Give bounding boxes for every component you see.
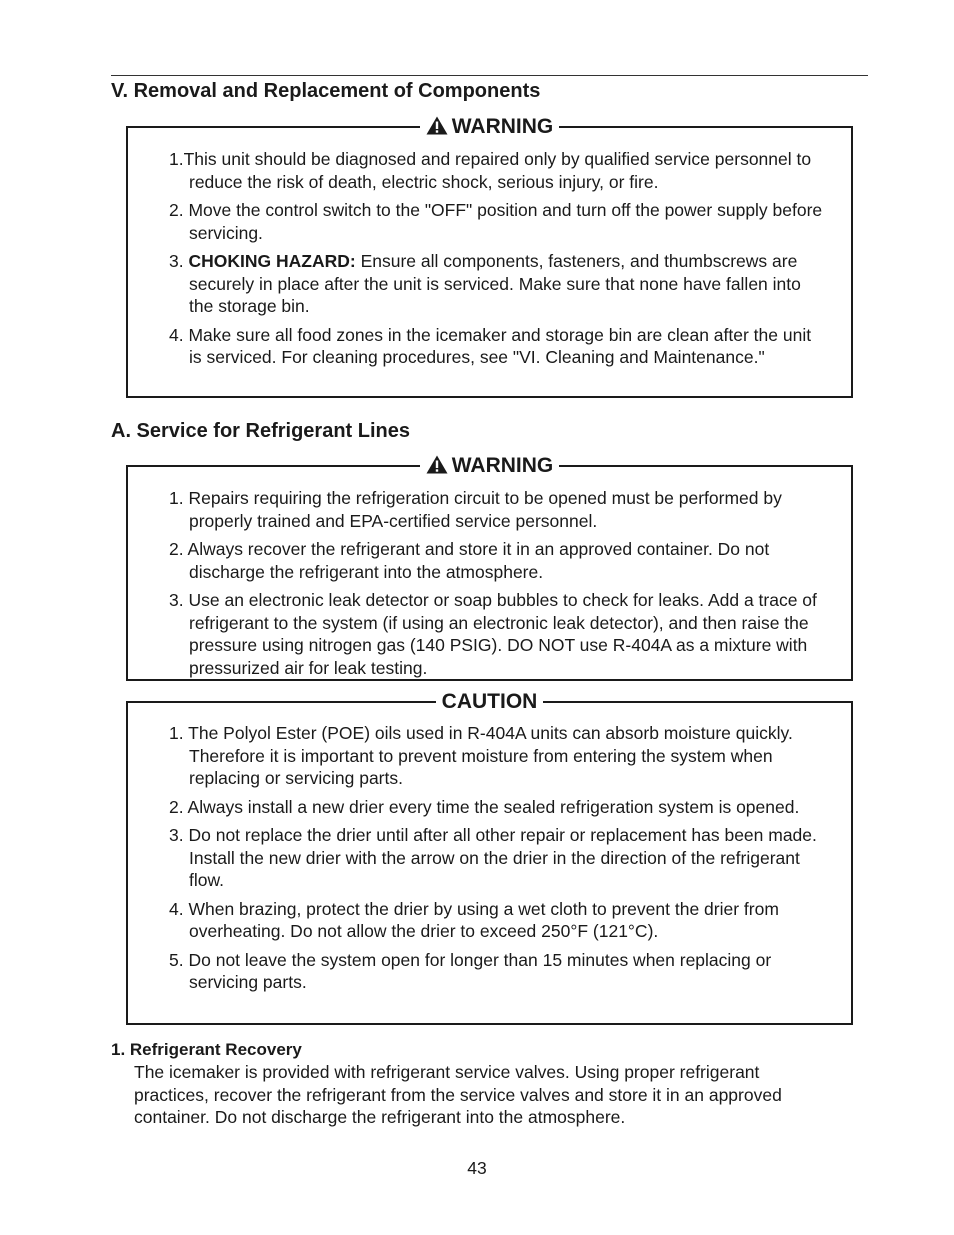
list-item: 3. Use an electronic leak detector or soap bubbles to check for leaks. Add a trace of refrigerant to the system (if using an electronic leak detector), and then raise the pressure using nitrogen gas (140 PSIG). DO NOT use R-404A as a mixture with pressurized air for leak testing. — [169, 590, 817, 678]
page-number: 43 — [467, 1158, 487, 1178]
recovery-body: The icemaker is provided with refrigerant service valves. Using proper refrigerant practices, recover the refrigerant from the service valves and store it in an approved container. Do not discharge the refrigerant into the atmosphere. — [134, 1062, 782, 1127]
list-item: 1. The Polyol Ester (POE) oils used in R-404A units can absorb moisture quickly. Therefore it is important to prevent moisture from entering the system when replacing or servicing parts. — [169, 723, 793, 788]
top-rule — [111, 75, 868, 76]
warning-triangle-icon — [426, 116, 448, 135]
list-item: 4. When brazing, protect the drier by using a wet cloth to prevent the drier from overheating. Do not allow the drier to exceed 250°F (121°C). — [169, 898, 779, 941]
section-heading: V. Removal and Replacement of Components — [111, 80, 541, 102]
caution-box-title — [128, 690, 851, 714]
warning-title-text: WARNING — [451, 454, 554, 477]
list-item: 5. Do not leave the system open for longer than 15 minutes when replacing or servicing parts. — [169, 949, 772, 992]
list-item: 3. CHOKING HAZARD: Ensure all components, fasteners, and thumbscrews are securely in place after the unit is serviced. Make sure that none have fallen into the storage bin. — [169, 251, 801, 316]
list-item: 3. Do not replace the drier until after all other repair or replacement has been made. Install the new drier with the arrow on the drier in the direction of the refrigerant flow. — [169, 825, 817, 890]
recovery-heading: 1. Refrigerant Recovery — [111, 1040, 302, 1059]
caution-title-text: CAUTION — [441, 690, 538, 713]
warning-triangle-icon — [426, 455, 448, 474]
list-item: 1.This unit should be diagnosed and repaired only by qualified service personnel to reduce the risk of death, electric shock, serious injury, or fire. — [169, 149, 812, 192]
warning-title-text: WARNING — [451, 115, 554, 138]
subsection-heading: A. Service for Refrigerant Lines — [111, 420, 410, 442]
warning-box-title — [128, 454, 851, 478]
warning-list-2 — [169, 487, 823, 685]
list-item: 2. Move the control switch to the "OFF" position and turn off the power supply before servicing. — [169, 200, 823, 243]
caution-box — [126, 690, 853, 1025]
list-item: 4. Make sure all food zones in the icemaker and storage bin are clean after the unit is serviced. For cleaning procedures, see "VI. Cleaning and Maintenance." — [169, 324, 812, 367]
list-item: 2. Always recover the refrigerant and store it in an approved container. Do not discharge the refrigerant into the atmosphere. — [169, 539, 770, 582]
warning-box-refrigerant — [126, 454, 853, 681]
warning-list-1 — [169, 148, 823, 375]
warning-box-title — [128, 115, 851, 139]
list-item: 2. Always install a new drier every time the sealed refrigeration system is opened. — [169, 796, 800, 817]
warning-box-components — [126, 115, 853, 398]
list-item: 1. Repairs requiring the refrigeration circuit to be opened must be performed by properly trained and EPA-certified service personnel. — [169, 488, 782, 531]
caution-list — [169, 722, 823, 1000]
